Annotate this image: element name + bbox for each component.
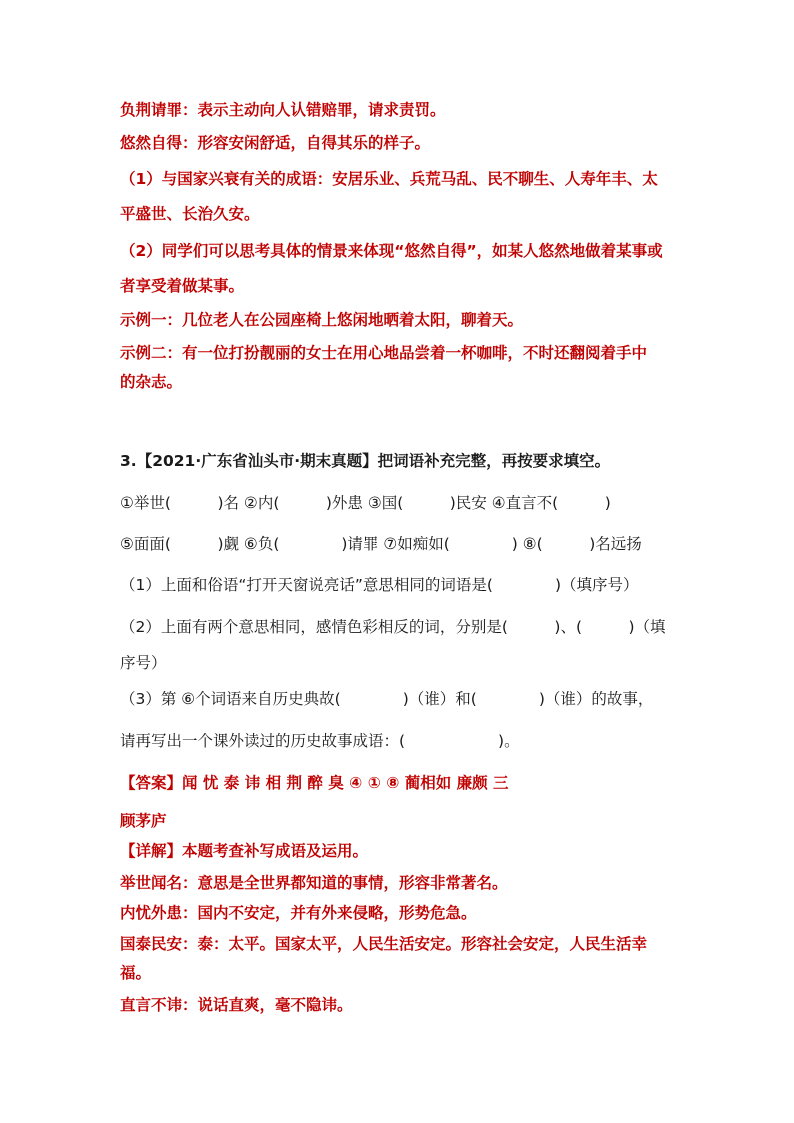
answer-line1 [120,772,509,794]
answer-line2: 顾茅庐 [120,812,167,830]
detail-item: 福。 [120,964,152,982]
sub-question-2-line1: （2）上面有两个意思相同，感情色彩相反的词，分别是( )、( )（填 [120,618,666,636]
blanks-row-2: ⑤面面( )觑 ⑥负( )请罪 ⑦如痴如( ) ⑧( )名远扬 [120,535,642,553]
sub-question-3-line2: 请再写出一个课外读过的历史故事成语：( )。 [120,732,520,750]
detail-item: 举世闻名：意思是全世界都知道的事情，形容非常著名。 [120,874,508,892]
detail-intro: 本题考查补写成语及运用。 [182,842,369,860]
question-prompt: 把词语补充完整，再按要求填空。 [377,452,611,470]
answer-part2-line1: （2）同学们可以思考具体的情景来体现“悠然自得”，如某人悠然地做着某事或 [120,242,663,260]
answer-part2-line2: 者享受着做某事。 [120,277,245,295]
question-source: 【2021·广东省汕头市·期末真题】 [136,452,378,470]
sub-question-1: （1）上面和俗语“打开天窗说亮话”意思相同的词语是( )（填序号） [120,576,639,594]
detail-heading [120,840,368,862]
example-two-line2: 的杂志。 [120,373,183,391]
answer-part1-line2: 平盛世、长治久安。 [120,205,260,223]
blanks-row-1: ①举世( )名 ②内( )外患 ③国( )民安 ④直言不( ) [120,494,611,512]
detail-item: 直言不讳：说话直爽，毫不隐讳。 [120,996,353,1014]
question-heading [120,450,610,472]
answer-text: 闻 忧 泰 讳 相 荆 醉 臭 ④ ① ⑧ 蔺相如 廉颇 三 [182,774,509,792]
detail-item: 内忧外患：国内不安定，并有外来侵略，形势危急。 [120,904,477,922]
answer-part1-line1: （1）与国家兴衰有关的成语：安居乐业、兵荒马乱、民不聊生、人寿年丰、太 [120,170,658,188]
question-number: 3. [120,452,137,470]
sub-question-3-line1: （3）第 ⑥个词语来自历史典故( )（谁）和( )（谁）的故事， [120,690,654,708]
detail-label: 【详解】 [120,842,183,860]
explanation-fujingqingzui: 负荆请罪：表示主动向人认错赔罪，请求责罚。 [120,101,446,119]
example-two-line1: 示例二：有一位打扮靓丽的女士在用心地品尝着一杯咖啡，不时还翻阅着手中 [120,344,648,362]
detail-item: 国泰民安：泰：太平。国家太平，人民生活安定。形容社会安定，人民生活幸 [120,935,648,953]
answer-label: 【答案】 [120,774,183,792]
sub-question-2-line2: 序号） [120,654,167,672]
explanation-youranzide: 悠然自得：形容安闲舒适，自得其乐的样子。 [120,134,431,152]
example-one: 示例一：几位老人在公园座椅上悠闲地晒着太阳，聊着天。 [120,311,524,329]
